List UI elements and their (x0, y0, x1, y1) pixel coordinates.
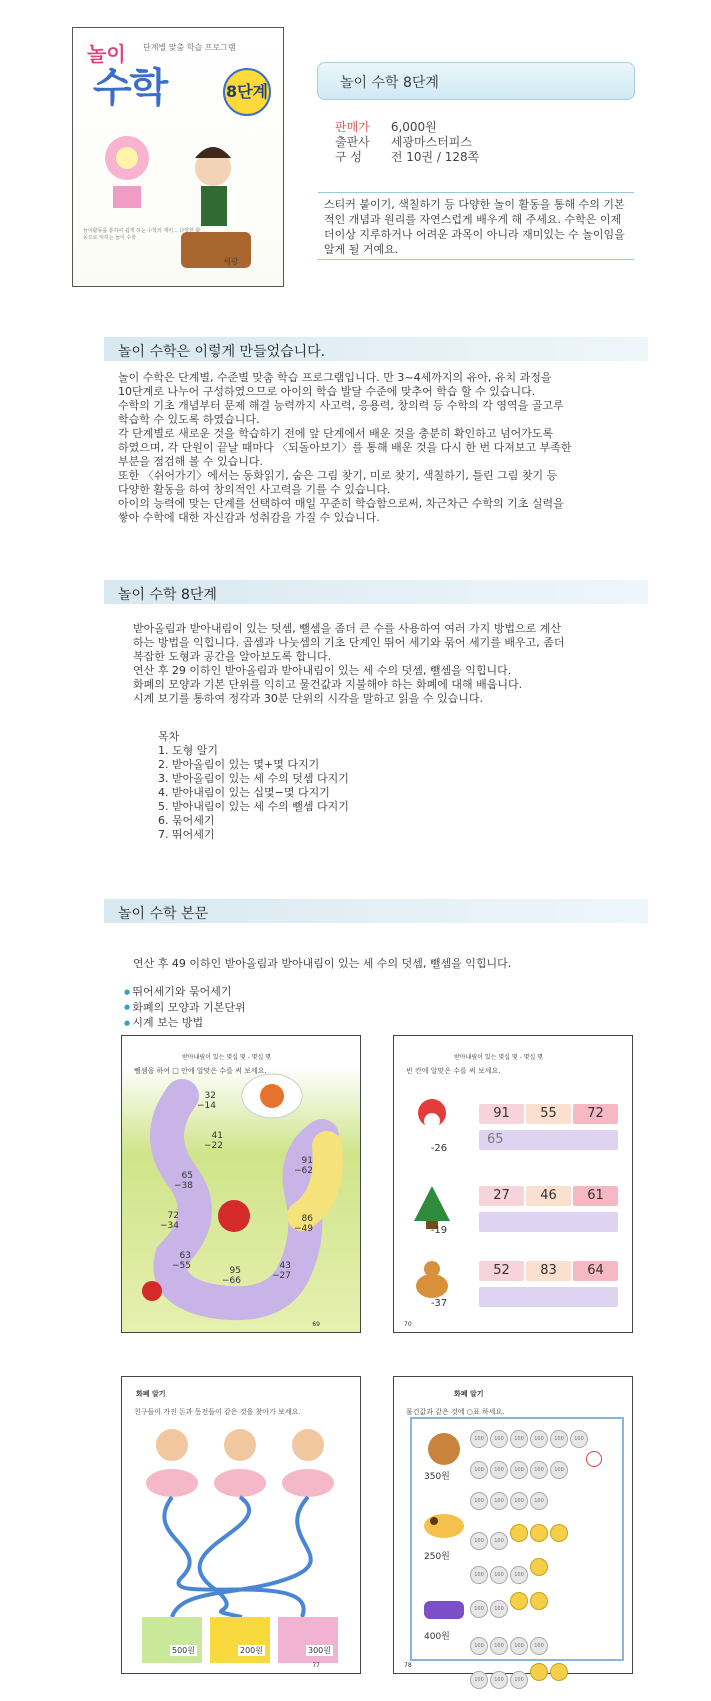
coin-icon: 100 (490, 1492, 508, 1510)
answer-circle-mark (586, 1451, 602, 1467)
cover-blurb: 놀이활동을 통하여 쉽게 하는 수학의 재미... 다양한 활동으로 익히는 놀이 수학 (83, 228, 201, 241)
bullet-item: ● 시계 보는 방법 (124, 1015, 246, 1031)
coin-icon: 100 (490, 1671, 508, 1689)
product-title-box (317, 62, 635, 100)
step8-line: 하는 방법을 익힙니다. 곱셈과 나눗셈의 기초 단계인 뛰어 세기와 묶어 세기를 배우고, 좀더 (133, 636, 565, 649)
maze-illustration (122, 1417, 360, 1667)
coin-icon: 100 (510, 1461, 528, 1479)
price-label: 250원 (424, 1552, 450, 1562)
page-header (122, 1377, 360, 1403)
intro-line: 10단계로 나누어 구성하였으므로 아이의 학습 발달 수준에 맞추어 학습 할 수 있습니다. (118, 385, 536, 398)
cover-step-badge: 8단계 (223, 68, 271, 116)
price-label: 300원 (308, 1646, 331, 1655)
toc-item: 6. 묶어세기 (158, 814, 215, 827)
problem-subtrahend: 34 (167, 1221, 179, 1231)
item-illustrations (416, 1421, 476, 1651)
section-heading-intro (104, 337, 648, 361)
step8-line: 복잡한 도형과 공간을 알아보도록 합니다. (133, 650, 332, 663)
intro-line: 쌓아 수학에 대한 자신감과 성취감을 가질 수 있습니다. (118, 511, 380, 524)
number-tag: 61 (573, 1186, 618, 1206)
subtract-label: -19 (430, 1225, 448, 1236)
intro-line: 아이의 능력에 맞는 단계를 선택하여 매일 꾸준히 학습함으로써, 차근차근 수학의 기초 실력을 (118, 497, 564, 510)
number-tag: 72 (573, 1104, 618, 1124)
coin-icon (510, 1592, 528, 1610)
price-label: 500원 (172, 1646, 195, 1655)
product-description-box (318, 192, 634, 260)
problem (222, 1266, 241, 1286)
coin-icon: 100 (470, 1637, 488, 1655)
coin-icon: 100 (490, 1637, 508, 1655)
product-description: 스티커 붙이기, 색칠하기 등 다양한 놀이 활동을 통해 수의 기본적인 개념과 원리를 자연스럽게 배우게 해 주세요. 수학은 이제 더이상 지루하거나 어려운 과목이 아니라 재미있는 수 놀이임을 알게 될 거예요. (324, 198, 625, 256)
problem-minuend: 95 (229, 1266, 241, 1276)
page-number: 77 (312, 1662, 320, 1669)
intro-line: 각 단계별로 새로운 것을 학습하기 전에 앞 단계에서 배운 것을 충분히 확인하고 넘어가도록 (118, 427, 554, 440)
problem-minuend: 72 (167, 1211, 179, 1221)
intro-line: 놀이 수학은 단계별, 수준별 맞춤 학습 프로그램입니다. 만 3~4세까지의 유아, 유치 과정을 (118, 371, 552, 384)
toc-item: 4. 받아내림이 있는 십몇−몇 다지기 (158, 786, 330, 799)
coin-icon: 100 (530, 1637, 548, 1655)
problem (174, 1171, 193, 1191)
coin-icon: 100 (510, 1566, 528, 1584)
problem (204, 1131, 223, 1151)
section-heading-text: 놀이 수학 8단계 (118, 587, 217, 603)
price-value: 6,000원 (390, 120, 437, 134)
page-instruction: 친구들이 가진 돈과 동전들이 같은 것을 찾아가 보세요. (134, 1408, 301, 1416)
problem-subtrahend-row: −62 (294, 1166, 313, 1176)
intro-line: 학습학 수 있도록 하였습니다. (118, 413, 260, 426)
toc-item: 3. 받아올림이 있는 세 수의 덧셈 다지기 (158, 772, 349, 785)
page-header-text: 화폐 알기 (454, 1390, 484, 1398)
coin-icon: 100 (510, 1492, 528, 1510)
bullet-item: ● 뛰어세기와 묶어세기 (124, 984, 246, 1000)
step8-line: 연산 후 29 이하인 받아올림과 받아내림이 있는 세 수의 덧셈, 뺄셈을 익힙니다. (133, 664, 512, 677)
toc-item: 2. 받아올림이 있는 몇+몇 다지기 (158, 758, 320, 771)
coin-icon (530, 1663, 548, 1681)
intro-paragraph (118, 371, 638, 525)
coin-icon: 100 (510, 1637, 528, 1655)
problem-minuend: 86 (301, 1214, 313, 1224)
coin-icon: 100 (470, 1430, 488, 1448)
composition-label: 구 성 (335, 150, 362, 164)
coin-icon: 100 (470, 1532, 488, 1550)
page-instruction: 뺄셈을 하여 □ 안에 알맞은 수를 써 보세요. (134, 1067, 267, 1075)
answer-tag: 65 (479, 1130, 618, 1150)
problem-subtrahend-row: −55 (172, 1261, 191, 1271)
coin-icon: 100 (530, 1461, 548, 1479)
snake-illustration (122, 1076, 360, 1326)
coin-icon (530, 1524, 548, 1542)
problem-subtrahend: 66 (229, 1276, 241, 1286)
intro-line: 또한 〈쉬어가기〉에서는 동화읽기, 숨은 그림 찾기, 미로 찾기, 색칠하기, 틀린 그림 찾기 등 (118, 469, 558, 482)
coin-icon (530, 1558, 548, 1576)
table-of-contents (158, 730, 349, 842)
problem (272, 1261, 291, 1281)
coin-icon: 100 (570, 1430, 588, 1448)
coin-icon: 100 (550, 1461, 568, 1479)
problem-minuend: 32 (204, 1091, 216, 1101)
answer-tag (479, 1212, 618, 1232)
coin-icon: 100 (490, 1430, 508, 1448)
problem-subtrahend-row: −22 (204, 1141, 223, 1151)
number-tag: 55 (526, 1104, 571, 1124)
number-tag: 64 (573, 1261, 618, 1281)
problem-subtrahend: 62 (301, 1166, 313, 1176)
page-number: 69 (312, 1321, 320, 1328)
intro-line: 부분을 점검해 볼 수 있습니다. (118, 455, 263, 468)
price-label: 200원 (240, 1646, 263, 1655)
number-tag: 27 (479, 1186, 524, 1206)
problem-minuend: 41 (211, 1131, 223, 1141)
sample-page-subtraction-snake (121, 1035, 361, 1333)
composition-row (335, 148, 479, 165)
character-illustrations (404, 1091, 464, 1321)
problem-subtrahend-row: −27 (272, 1271, 291, 1281)
problem-subtrahend: 49 (301, 1224, 313, 1234)
step8-line: 시계 보기를 통하여 정각과 30분 단위의 시각을 말하고 읽을 수 있습니다. (133, 692, 483, 705)
intro-line: 하였으며, 각 단원이 끝날 때마다 〈되돌아보기〉를 통해 배운 것을 다시 한 번 다져보고 부족한 (118, 441, 572, 454)
product-title: 놀이 수학 8단계 (340, 75, 439, 91)
problem (172, 1251, 191, 1271)
page-header-text: 받아내림이 있는 몇십 몇 - 몇십 몇 (454, 1054, 543, 1061)
section-heading-body (104, 899, 648, 923)
body-intro: 연산 후 49 이하인 받아올림과 받아내림이 있는 세 수의 덧셈, 뺄셈을 익힙니다. (133, 957, 512, 970)
problem (197, 1091, 216, 1111)
number-tag: 52 (479, 1261, 524, 1281)
coin-icon: 100 (510, 1430, 528, 1448)
subtract-label: -26 (430, 1143, 448, 1154)
number-tag: 91 (479, 1104, 524, 1124)
bullet-item: ● 화폐의 모양과 기본단위 (124, 1000, 246, 1016)
problem-subtrahend: 38 (181, 1181, 193, 1191)
coin-icon: 100 (490, 1566, 508, 1584)
problem (294, 1214, 313, 1234)
page-header-text: 화폐 알기 (136, 1390, 166, 1398)
price-label: 400원 (424, 1632, 450, 1642)
problem (294, 1156, 313, 1176)
cover-logo-small: 놀이 (87, 42, 126, 66)
problem-subtrahend-row: −14 (197, 1101, 216, 1111)
publisher-value: 세광마스터피스 (390, 135, 472, 149)
step8-paragraph (133, 622, 643, 706)
coin-icon: 100 (470, 1492, 488, 1510)
problem-minuend: 43 (279, 1261, 291, 1271)
coin-icon (530, 1592, 548, 1610)
body-bullets (124, 984, 246, 1031)
page-number: 78 (404, 1662, 412, 1669)
problem-subtrahend: 14 (204, 1101, 216, 1111)
sample-page-money-maze (121, 1376, 361, 1674)
number-tag: 46 (526, 1186, 571, 1206)
problem (160, 1211, 179, 1231)
problem-subtrahend: 27 (279, 1271, 291, 1281)
cover-illustration (101, 128, 271, 278)
step8-line: 화폐의 모양과 기본 단위를 익히고 물건값과 지불해야 하는 화폐에 대해 배웁니다. (133, 678, 523, 691)
toc-item: 7. 뛰어세기 (158, 828, 215, 841)
page-header-text: 받아내림이 있는 몇십 몇 - 몇십 몇 (182, 1054, 271, 1061)
price-label: 350원 (424, 1472, 450, 1482)
page-header (394, 1377, 632, 1403)
cover-title: 수학 (93, 64, 167, 111)
page-number: 70 (404, 1321, 412, 1328)
coin-icon: 100 (530, 1430, 548, 1448)
cover-publisher-logo: 세광 (223, 257, 239, 266)
problem-minuend: 63 (179, 1251, 191, 1261)
composition-value: 전 10권 / 128쪽 (390, 150, 480, 164)
toc-item: 5. 받아내림이 있는 세 수의 뺄셈 다지기 (158, 800, 349, 813)
problem-subtrahend-row: −66 (222, 1276, 241, 1286)
page-header (122, 1036, 360, 1062)
page-instruction: 물건값과 같은 것에 ○표 하세요. (406, 1408, 505, 1416)
answer-tag (479, 1287, 618, 1307)
section-heading-step8 (104, 580, 648, 604)
problem-subtrahend-row: −38 (174, 1181, 193, 1191)
problem-subtrahend-row: −49 (294, 1224, 313, 1234)
number-tag: 83 (526, 1261, 571, 1281)
coin-icon (550, 1524, 568, 1542)
coin-icon: 100 (550, 1430, 568, 1448)
toc-title: 목차 (158, 730, 180, 743)
sample-page-number-tags (393, 1035, 633, 1333)
coin-icon: 100 (490, 1600, 508, 1618)
problem-subtrahend-row: −34 (160, 1221, 179, 1231)
step8-line: 받아올림과 받아내림이 있는 덧셈, 뺄셈을 좀더 큰 수를 사용하여 여러 가지 방법으로 계산 (133, 622, 561, 635)
sample-page-coin-matching (393, 1376, 633, 1683)
problem-subtrahend: 55 (179, 1261, 191, 1271)
coin-rows (470, 1425, 590, 1689)
problem-minuend: 91 (301, 1156, 313, 1166)
coin-icon: 100 (470, 1566, 488, 1584)
book-cover (72, 27, 284, 287)
page-instruction: 빈 칸에 알맞은 수를 써 보세요. (406, 1067, 501, 1075)
page-header (394, 1036, 632, 1062)
coin-icon: 100 (470, 1600, 488, 1618)
coin-icon: 100 (490, 1461, 508, 1479)
coin-icon: 100 (470, 1671, 488, 1689)
cover-series-line: 단계별 맞춤 학습 프로그램 (143, 43, 236, 52)
section-heading-text: 놀이 수학은 이렇게 만들었습니다. (118, 344, 326, 360)
section-heading-text: 놀이 수학 본문 (118, 906, 209, 922)
coin-icon: 100 (530, 1492, 548, 1510)
subtract-label: -37 (430, 1298, 448, 1309)
intro-line: 수학의 기초 개념부터 문제 해결 능력까지 사고력, 응용력, 창의력 등 수학의 각 영역을 골고루 (118, 399, 564, 412)
coin-icon (550, 1663, 568, 1681)
problem-minuend: 65 (181, 1171, 193, 1181)
coin-icon: 100 (470, 1461, 488, 1479)
coin-icon (510, 1524, 528, 1542)
coin-icon: 100 (510, 1671, 528, 1689)
toc-item: 1. 도형 알기 (158, 744, 218, 757)
problem-subtrahend: 22 (211, 1141, 223, 1151)
publisher-label: 출판사 (335, 135, 370, 149)
coin-icon: 100 (490, 1532, 508, 1550)
price-label: 판매가 (335, 120, 370, 134)
intro-line: 다양한 활동을 하여 창의적인 사고력을 기를 수 있습니다. (118, 483, 391, 496)
